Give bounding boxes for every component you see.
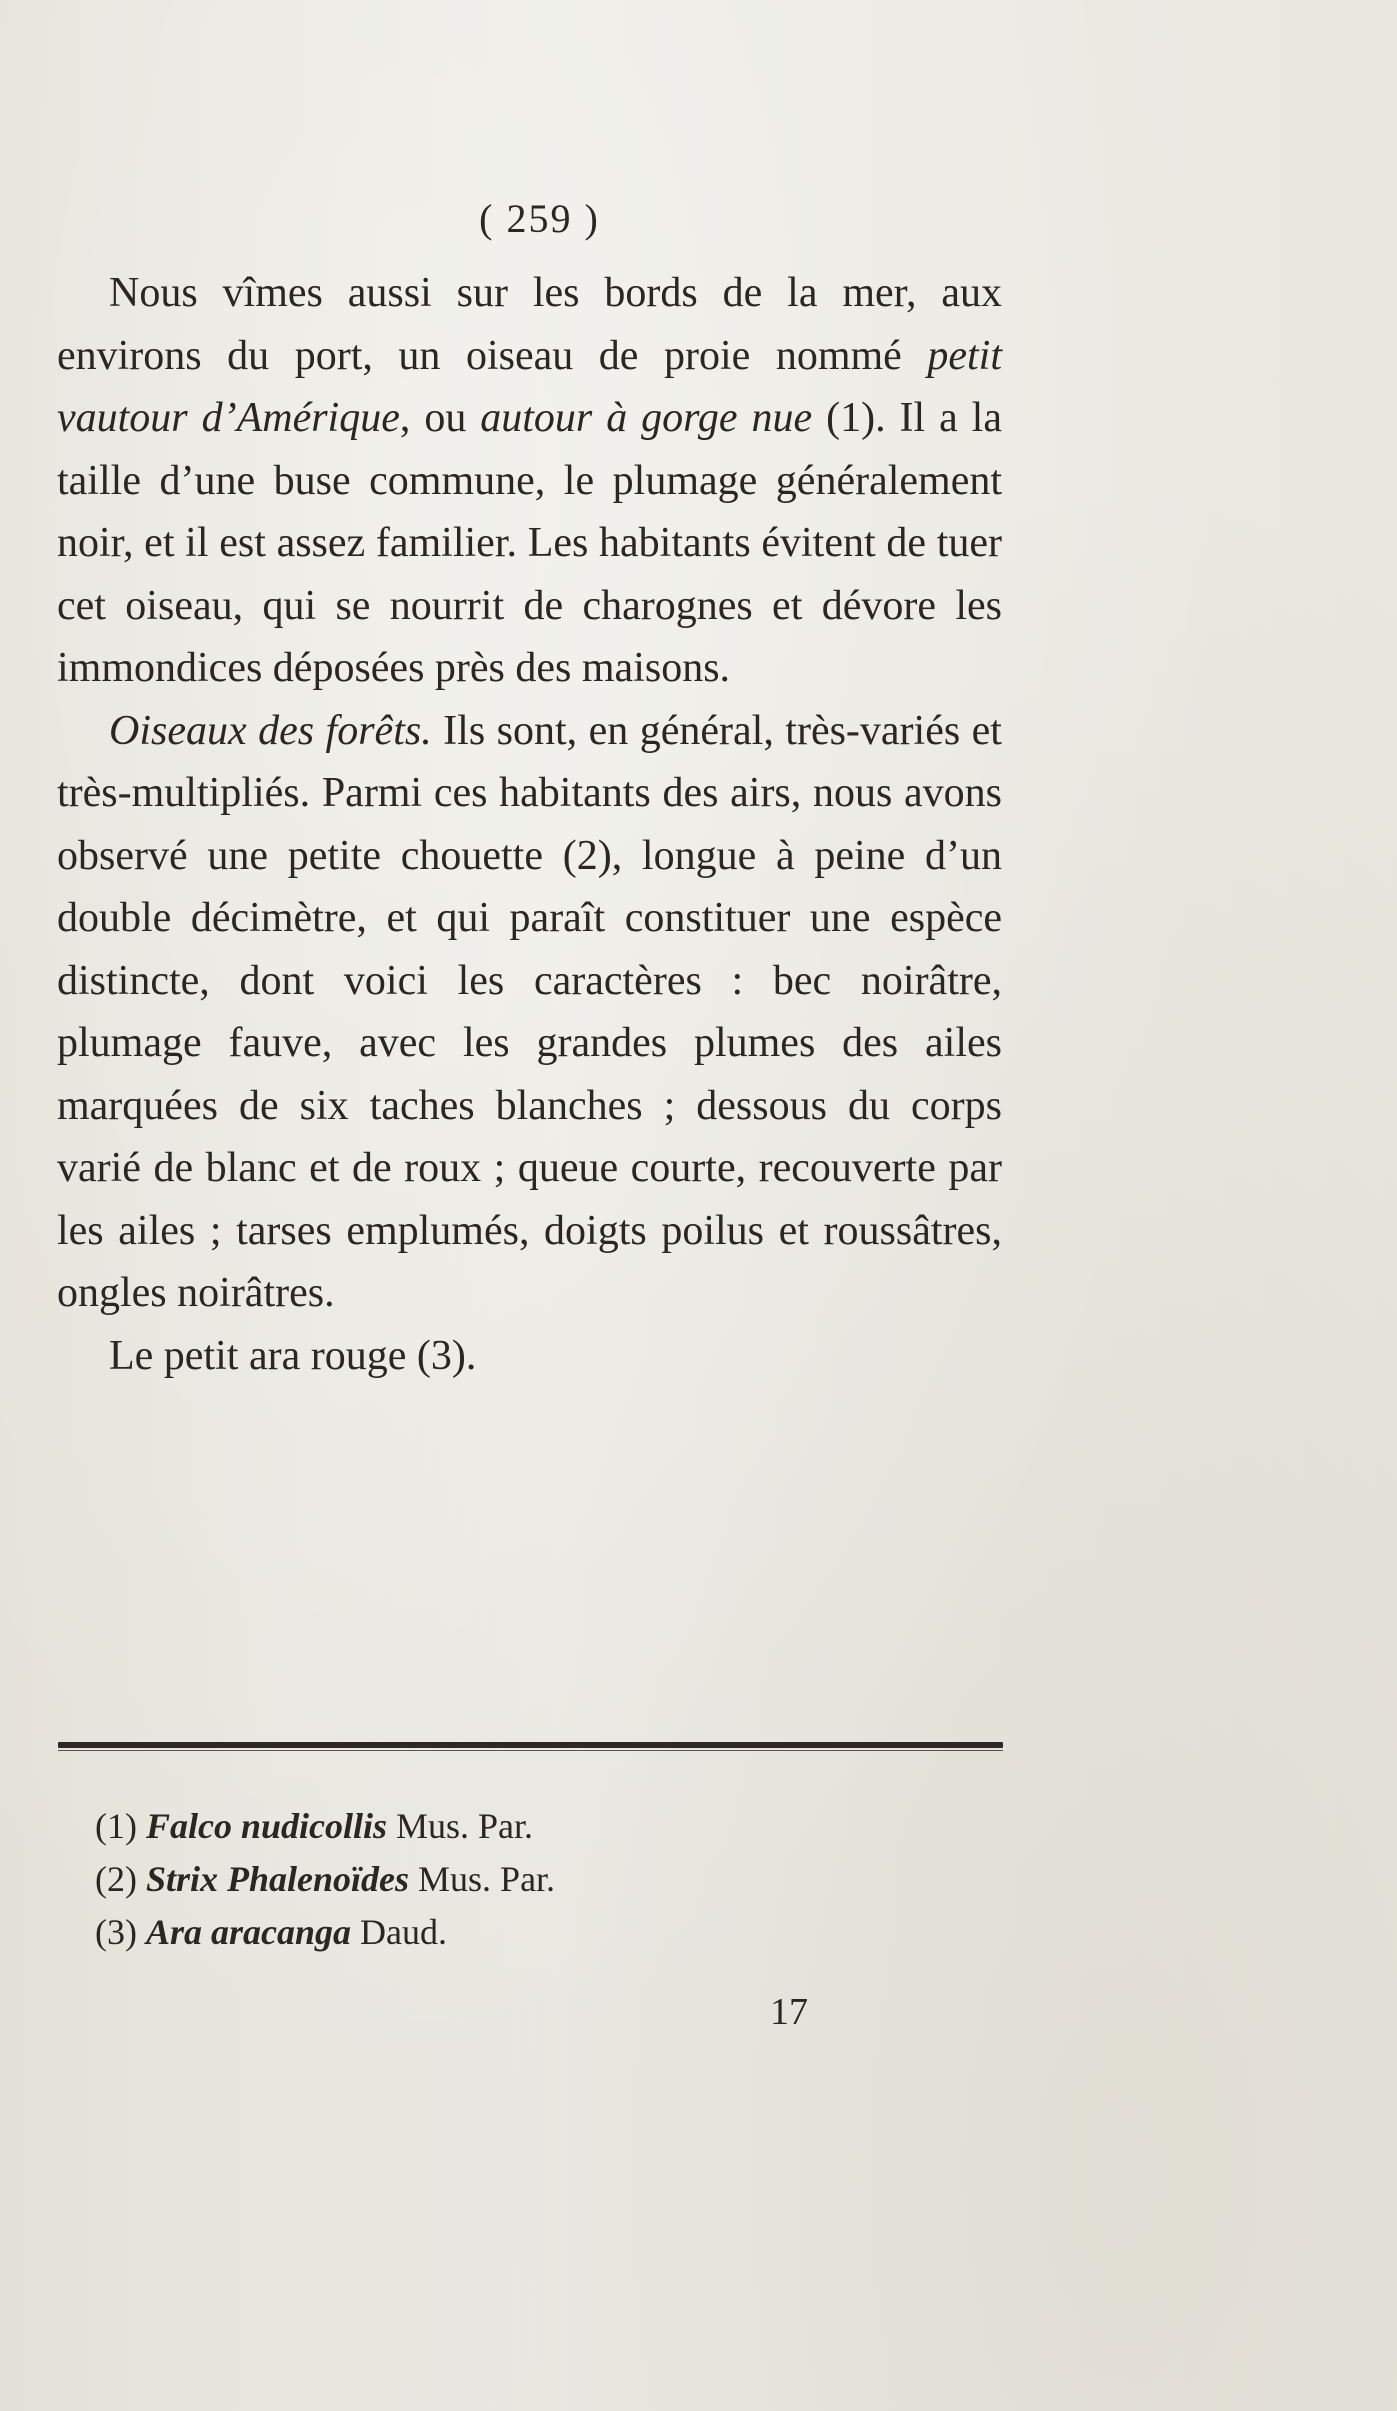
footnotes — [95, 1800, 975, 1959]
footnote-3: (3) Ara aracanga Daud. — [95, 1912, 447, 1952]
footnote-2: (2) Strix Phalenoïdes Mus. Par. — [95, 1859, 556, 1899]
footnote-1: (1) Falco nudicollis Mus. Par. — [95, 1806, 534, 1846]
paragraph-3: Le petit ara rouge (3). — [109, 1332, 477, 1379]
italic-term: autour à gorge nue — [480, 395, 813, 441]
footnote-separator — [58, 1742, 1003, 1748]
page-number: ( 259 ) — [479, 196, 600, 241]
paragraph-1: Nous vîmes aussi sur les bords de la mer, aux environs du port, un oiseau de proie nommé petit vautour d’Amérique, ou autour à gorge nue (1). Il a la taille d’une buse commune, le plumage généralement noir, et il est assez familier. Les habitants évitent de tuer cet oiseau, qui se nourrit de charognes et dévore les immondices déposées près des maisons. — [57, 270, 1002, 691]
section-heading-italic: Oiseaux des forêts. — [109, 707, 432, 754]
paragraph-2: Oiseaux des forêts. Ils sont, en général, très-variés et très-multipliés. Parmi ces habitants des airs, nous avons observé une petite chouette (2), longue à peine d’un double décimètre, et qui paraît constituer une espèce distincte, dont voici les caractères : bec noirâtre, plumage fauve, avec les grandes plumes des ailes marquées de six taches blanches ; dessous du corps varié de blanc et de roux ; queue courte, recouverte par les ailes ; tarses emplumés, doigts poilus et roussâtres, ongles noirâtres. — [57, 707, 1002, 1316]
signature-mark: 17 — [770, 1991, 808, 2033]
italic-term: petit vautour d’Amérique — [57, 332, 1002, 441]
main-text — [57, 195, 1002, 1387]
